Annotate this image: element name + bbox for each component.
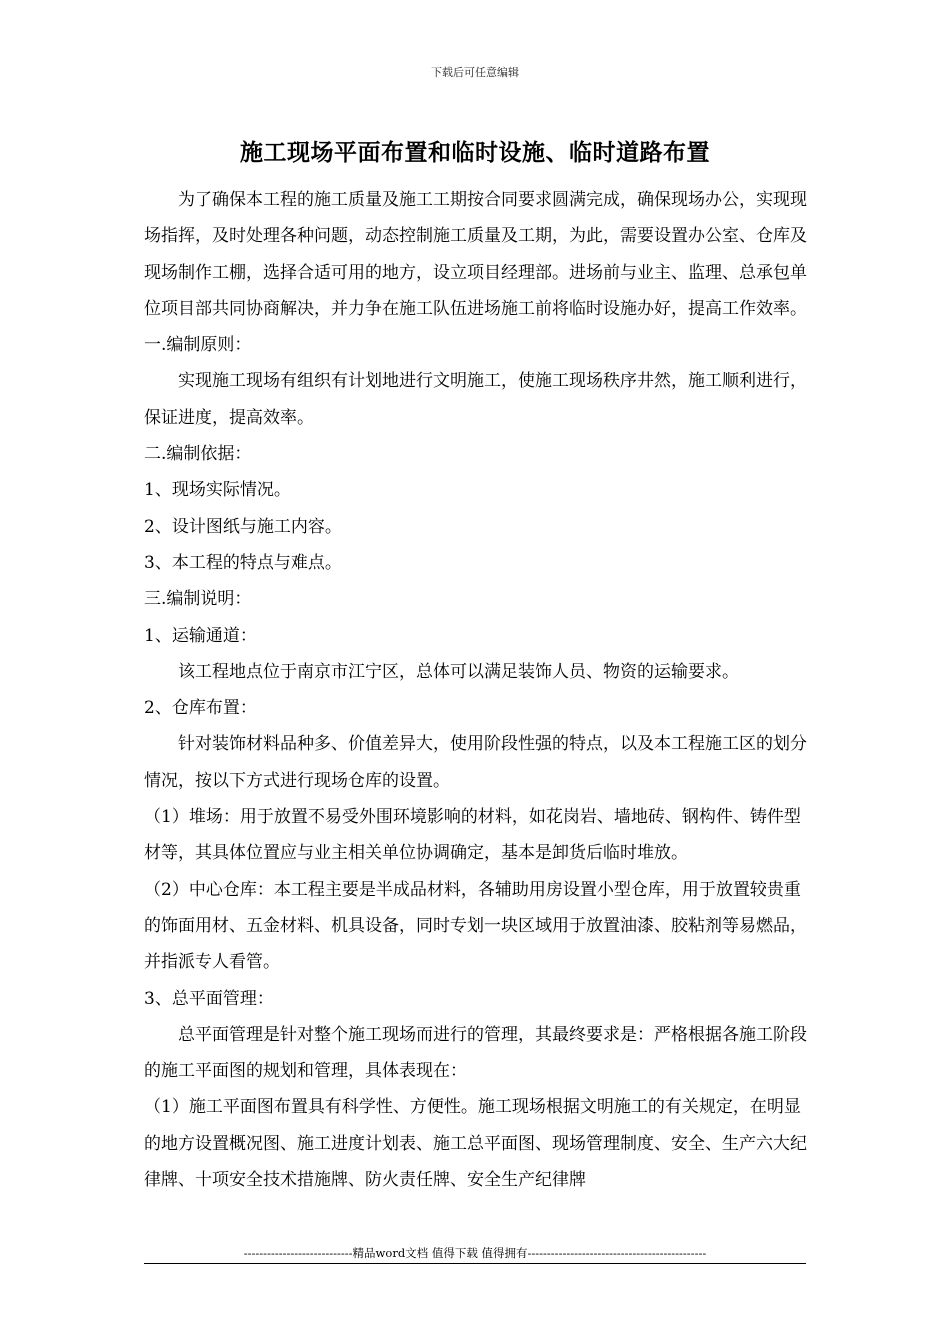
document-title: 施工现场平面布置和临时设施、临时道路布置	[240, 139, 710, 166]
intro-paragraph: 为了确保本工程的施工质量及施工工期按合同要求圆满完成，确保现场办公，实现现场指挥，及时处理各种问题，动态控制施工质量及工期，为此，需要设置办公室、仓库及现场制作工棚，选择合适可用的地方，设立项目经理部。进场前与业主、监理、总承包单位项目部共同协商解决，并力争在施工队伍进场施工前将临时设施办好，提高工作效率。	[144, 190, 807, 319]
basis-item: 1、现场实际情况。	[144, 480, 291, 501]
principles-paragraph: 实现施工现场有组织有计划地进行文明施工，使施工现场秩序井然，施工顺利进行，保证进度，提高效率。	[144, 371, 807, 428]
footer-divider	[144, 1263, 806, 1264]
basis-item: 2、设计图纸与施工内容。	[144, 516, 342, 537]
transport-paragraph: 该工程地点位于南京市江宁区，总体可以满足装饰人员、物资的运输要求。	[178, 661, 739, 682]
document-body	[144, 182, 812, 1198]
footer-text: ----------------------------精品word文档 值得下载 值得拥有----------------------------------------------	[243, 1246, 707, 1260]
site-management-item: （1）施工平面图布置具有科学性、方便性。施工现场根据文明施工的有关规定，在明显的地方设置概况图、施工进度计划表、施工总平面图、现场管理制度、安全、生产六大纪律牌、十项安全技术措施牌、防火责任牌、安全生产纪律牌	[144, 1097, 807, 1191]
section-heading-basis: 二.编制依据：	[144, 444, 252, 465]
site-management-paragraph: 总平面管理是针对整个施工现场而进行的管理，其最终要求是：严格根据各施工阶段的施工平面图的规划和管理，具体表现在：	[144, 1024, 807, 1082]
section-heading-explanation: 三.编制说明：	[144, 589, 252, 610]
warehouse-item-central: （2）中心仓库：本工程主要是半成品材料，各辅助用房设置小型仓库，用于放置较贵重的饰面用材、五金材料、机具设备，同时专划一块区域用于放置油漆、胶粘剂等易燃品，并指派专人看管。	[144, 879, 807, 973]
warehouse-paragraph: 针对装饰材料品种多、价值差异大，使用阶段性强的特点，以及本工程施工区的划分情况，按以下方式进行现场仓库的设置。	[144, 734, 807, 791]
subsection-heading-warehouse: 2、仓库布置：	[144, 698, 257, 719]
section-heading-principles: 一.编制原则：	[144, 335, 252, 356]
subsection-heading-site-management: 3、总平面管理：	[144, 988, 274, 1009]
basis-item: 3、本工程的特点与难点。	[144, 552, 342, 573]
subsection-heading-transport: 1、运输通道：	[144, 625, 257, 646]
page-header-note: 下载后可任意编辑	[431, 66, 519, 79]
warehouse-item-yard: （1）堆场：用于放置不易受外围环境影响的材料，如花岗岩、墙地砖、钢构件、铸件型材等，其具体位置应与业主相关单位协调确定，基本是卸货后临时堆放。	[144, 807, 801, 864]
